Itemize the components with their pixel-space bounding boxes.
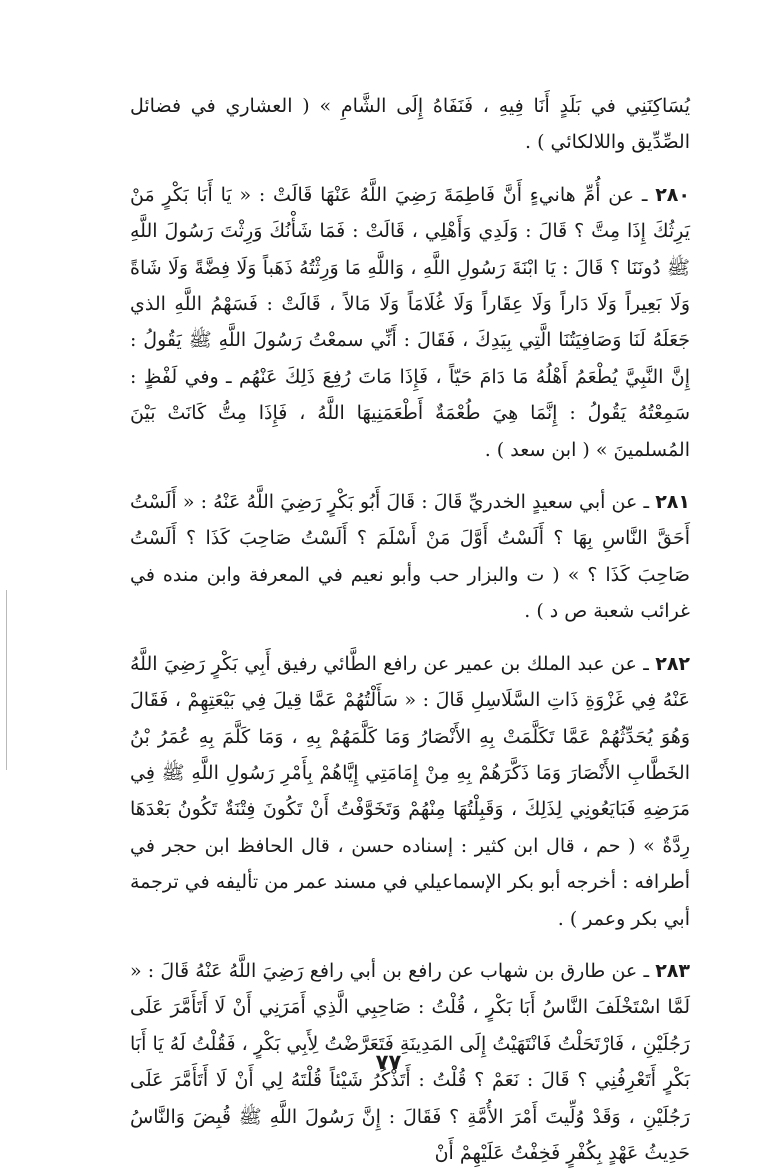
hadith-282 [130,646,690,937]
hadith-280 [130,177,690,468]
paragraph-text: يُسَاكِنَنِي في بَلَدٍ أَنَا فِيهِ ، فَنَفَاهُ إِلَى الشَّامِ » ( العشاري في فضائل الصِّدِّيق واللالكائي ) . [130,95,690,154]
page-number: ٧٧ [375,1050,402,1074]
hadith-number: ٢٨٠ [655,183,690,206]
hadith-281 [130,484,690,630]
page-body [130,88,690,1171]
hadith-text: ـ عن أبي سعيدٍ الخدريِّ قَالَ : قَالَ أَبُو بَكْرٍ رَضِيَ اللَّهُ عَنْهُ : « أَلَسْتُ أَحَقَّ النَّاسِ بِهَا ؟ أَلَسْتُ أَوَّلَ مَنْ أَسْلَمَ ؟ أَلَسْتُ صَاحِبَ كَذَا ؟ أَلَسْتُ صَاحِبَ كَذَا ؟ » ( ت والبزار حب وأبو نعيم في المعرفة وابن منده في غرائب شعبة ص د ) . [130,491,690,623]
hadith-number: ٢٨١ [655,491,690,514]
hadith-number: ٢٨٢ [655,652,691,675]
paragraph-continuation [130,88,690,161]
hadith-number: ٢٨٣ [655,959,690,982]
hadith-text: ـ عن عبد الملك بن عمير عن رافع الطَّائي رفيق أَبِي بَكْرٍ رَضِيَ اللَّهُ عَنْهُ فِي غَزْوَةِ ذَاتِ السَّلَاسِلِ قَالَ : « سَأَلْتُهُمْ عَمَّا قِيلَ فِي بَيْعَتِهِمْ ، فَقَالَ وَهُوَ يُحَدِّثُهُمْ عَمَّا تَكَلَّمَتْ بِهِ الأَنْصَارُ وَمَا كَلَّمَهُمْ بِهِ ، وَمَا كَلَّمَ بِهِ عُمَرُ بْنُ الخَطَّابِ الأَنْصَارَ وَمَا ذَكَّرَهُمْ بِهِ مِنْ إِمَامَتِي إِيَّاهُمْ بِأَمْرِ رَسُولِ اللَّهِ ﷺ فِي مَرَضِهِ فَبَايَعُونِي لِذَلِكَ ، وَقَبِلْتُهَا مِنْهُمْ وَتَخَوَّفْتُ أَنْ تَكُونَ فِتْنَةٌ تَكُونُ بَعْدَهَا رِدَّةٌ » ( حم ، قال ابن كثير : إسناده حسن ، قال الحافظ ابن حجر في أطرافه : أخرجه أبو بكر الإسماعيلي في مسند عمر من تأليفه في ترجمة أبي بكر وعمر ) . [130,652,690,930]
hadith-text: ـ عن طارق بن شهاب عن رافع بن أبي رافع رَضِيَ اللَّهُ عَنْهُ قَالَ : « لَمَّا اسْتَخْلَفَ النَّاسُ أَبَا بَكْرٍ ، قُلْتُ : صَاحِبِي الَّذِي أَمَرَنِي أَنْ لَا أَتَأَمَّرَ عَلَى رَجُلَيْنِ ، فَارْتَحَلْتُ فَانْتَهَيْتُ إِلَى المَدِينَةِ فَتَعَرَّضْتُ لِأَبِي بَكْرٍ ، فَقُلْتُ لَهُ يَا أَبَا بَكْرٍ أَتَعْرِفُنِي ؟ قَالَ : نَعَمْ ؟ قُلْتُ : أَتَذْكُرُ شَيْئاً قُلْتَهُ لِي أَنْ لَا أَتَأَمَّرَ عَلَى رَجُلَيْنِ ، وَقَدْ وُلِّيتَ أَمْرَ الأُمَّةِ ؟ فَقَالَ : إِنَّ رَسُولَ اللَّهِ ﷺ قُبِضَ وَالنَّاسُ حَدِيثُ عَهْدٍ بِكُفْرٍ فَخِفْتُ عَلَيْهِمْ أَنْ [130,959,690,1164]
scan-margin-line [6,590,7,770]
hadith-text: ـ عن أُمِّ هانيءٍ أَنَّ فَاطِمَةَ رَضِيَ اللَّهُ عَنْهَا قَالَتْ : « يَا أَبَا بَكْرٍ مَنْ يَرِثُكَ إِذَا مِتَّ ؟ قَالَ : وَلَدِي وَأَهْلِي ، قَالَتْ : فَمَا شَأْنُكَ وَرِثْتَ رَسُولَ اللَّهِ ﷺ دُونَنَا ؟ قَالَ : يَا ابْنَةَ رَسُولِ اللَّهِ ، وَاللَّهِ مَا وَرِثْتُهُ ذَهَباً وَلَا فِضَّةً وَلَا شَاةً وَلَا بَعِيراً وَلَا دَاراً وَلَا عِقَاراً وَلَا غُلَامَاً وَلَا مَالاً ، قَالَتْ : فَسَهْمُ اللَّهِ الذي جَعَلَهُ لَنَا وَصَافِيَتُنَا الَّتِي بِيَدِكَ ، فَقَالَ : أَنِّي سمعْتُ رَسُولَ اللَّهِ ﷺ يَقُولُ : إِنَّ النَّبِيَّ يُطْعَمُ أَهْلُهُ مَا دَامَ حَيّاً ، فَإِذَا مَاتَ رُفِعَ ذَلِكَ عَنْهُم ـ وفي لَفْظٍ : سَمِعْتُهُ يَقُولُ : إِنَّمَا هِيَ طُعْمَةٌ أَطْعَمَنِيهَا اللَّهُ ، فَإِذَا مِتُّ كَانَتْ بَيْنَ المُسلمينَ » ( ابن سعد ) . [130,183,690,461]
